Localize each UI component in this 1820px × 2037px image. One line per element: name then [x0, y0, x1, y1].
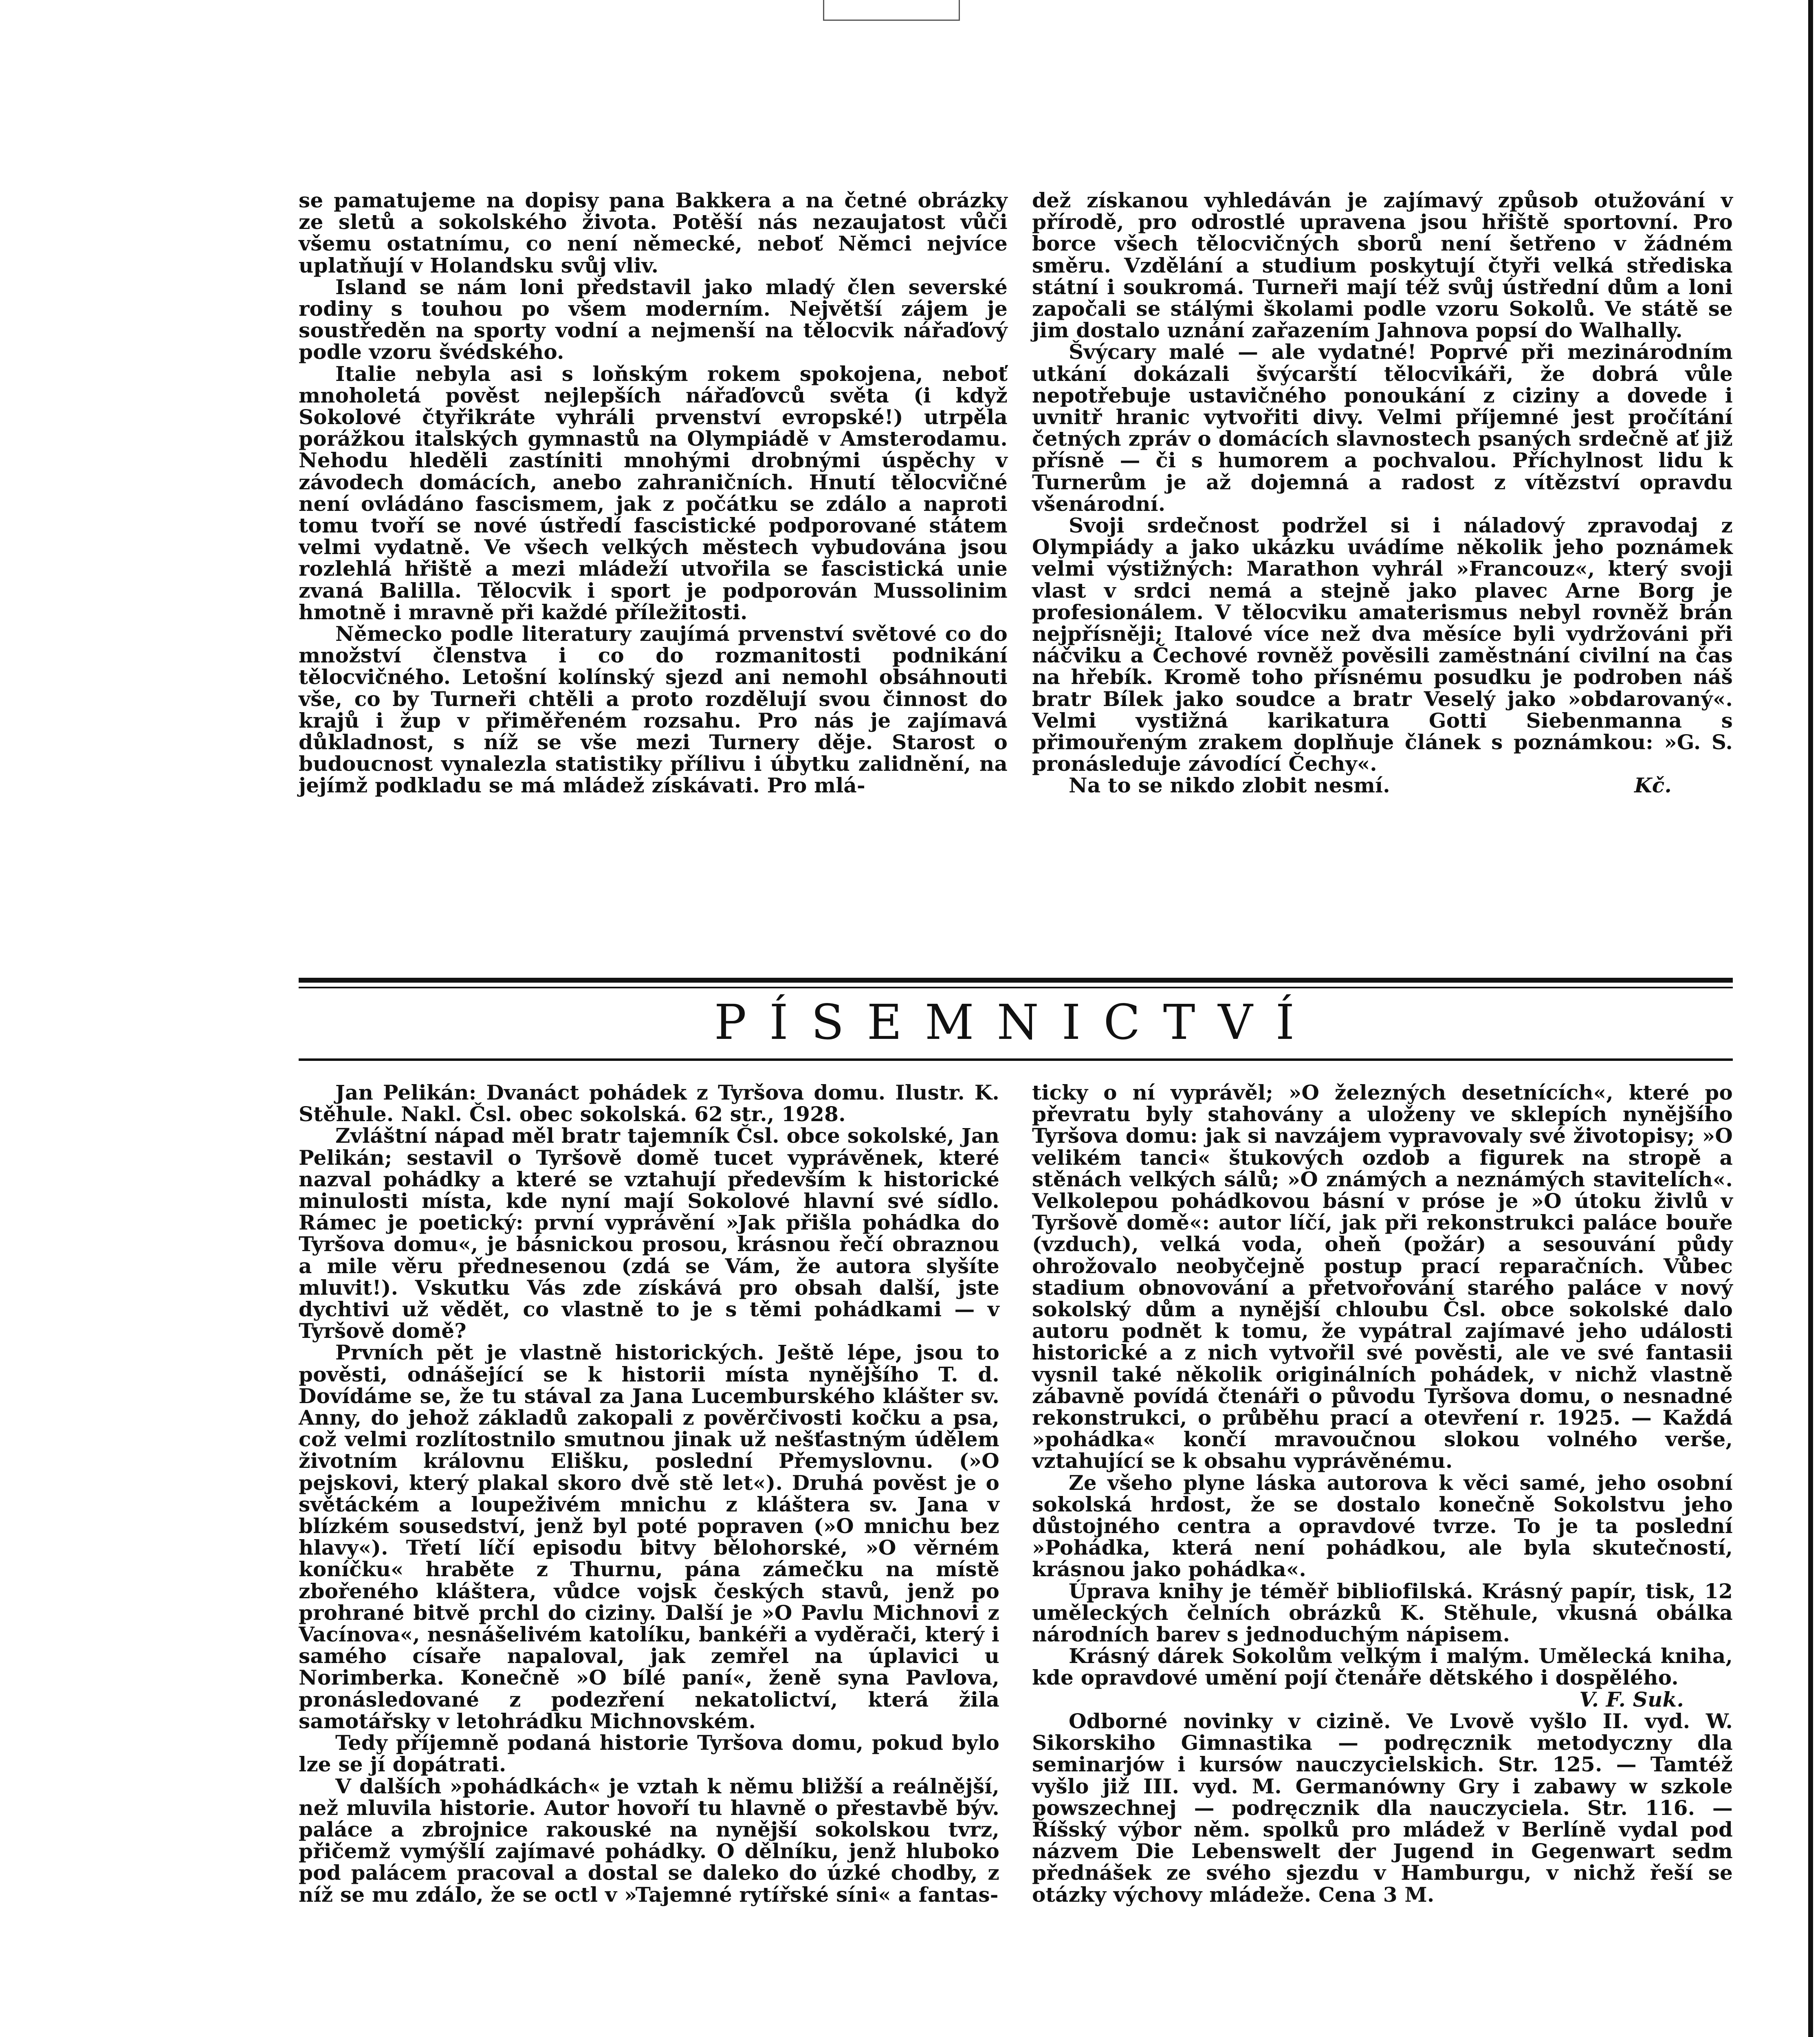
paragraph: Svoji srdečnost podržel si i náladový zpravodaj z Olympiády a jako ukázku uvádíme několik jeho poznámek velmi výstižných: Marathon vyhrál »Francouz«, který svoji vlast v srdci nemá a stejně jako plavec Arne Borg je profesionálem. V tělocviku amaterismus nebyl rovněž brán nejpřísněji; Italové více než dva měsíce byli vydržováni při náčviku a Čechové rovněž pověsili zaměstnání civilní na čas na hřebík. Kromě toho přísnému posudku je podroben náš bratr Bílek jako soudce a bratr Veselý jako »obdarovaný«. Velmi vystižná karikatura Gotti Siebenmanna s přimouřeným zrakem doplňuje článek s poznámkou: »G. S. pronásleduje závodící Čechy«. [1032, 513, 1733, 776]
top-left-column [299, 189, 1008, 796]
paragraph: Krásný dárek Sokolům velkým i malým. Umělecká kniha, kde opravdové umění pojí čtenáře dětského i dospělého. [1032, 1644, 1733, 1690]
review-signature: V. F. Suk. [1579, 1687, 1684, 1711]
bottom-right-column [1032, 1082, 1733, 1905]
paragraph-svycary: Švýcary malé — ale vydatné! Poprvé při mezinárodním utkání dokázali švýcarští tělocvikáři, že dobrá vůle nepotřebuje ustavičného ponoukání z ciziny a dovede i uvnitř hranic vytvořiti divy. Velmi příjemné jest pročítání četných zpráv o domácích slavnostech psaných srdečně ať již přísně — či s humorem a pochvalou. Příchylnost lidu k Turnerům je až dojemná a radost z vítězství opravdu všenárodní. [1032, 340, 1733, 516]
closing-line: Na to se nikdo zlobit nesmí. [1069, 773, 1390, 798]
author-signature: Kč. [1634, 773, 1672, 798]
paragraph-closing [1032, 774, 1733, 796]
page-border-right [1808, 0, 1813, 2037]
section-rule-bottom [299, 1058, 1733, 1061]
paragraph-nemecko: Německo podle literatury zaujímá prvenství světové co do množství členstva i co do rozmanitosti podnikání tělocvičného. Letošní kolínský sjezd ani nemohl obsáhnouti vše, co by Turneři chtěli a proto rozdělují svou činnost do krajů i žup v přiměřeném rozsahu. Pro nás je zajímavá důkladnost, s níž se vše mezi Turnery děje. Starost o budoucnost vynalezla statistiky přílivu i úbytku zalidnění, na jejímž podkladu se má mládež získávati. Pro mlá- [299, 622, 1008, 798]
paragraph: ticky o ní vyprávěl; »O železných desetnících«, které po převratu byly stahovány a uloženy ve sklepích nynějšího Tyršova domu: jak si navzájem vypravovaly své životopisy; »O velikém tanci« štukových ozdob a figurek na stropě a stěnách velkých sálů; »O známých a neznámých stavitelích«. Velkolepou pohádkovou básní v próse je »O útoku živlů v Tyršově domě«: autor líčí, jak při rekonstrukci paláce bouře (vzduch), velká voda, oheň (požár) a sesouvání půdy ohrožovalo neobyčejně postup prací reparačních. Vůbec stadium obnovování a přetvořování starého paláce v nový sokolský dům a nynější chloubu Čsl. obce sokolské dalo autoru podnět k tomu, že vypátral zajímavé jeho události historické a z nich vytvořil své pověsti, ale ve své fantasii vysnil také několik originálních pohádek, v nichž vlastně zábavně povídá čtenáři o původu Tyršova domu, o nesnadné rekonstrukci, o průběhu prací a otevření r. 1925. — Každá »pohádka« končí mravoučnou slokou volného verše, vztahující se k obsahu vyprávěnému. [1032, 1080, 1733, 1473]
page-top-mark [823, 0, 960, 21]
paragraph: Úprava knihy je téměř bibliofilská. Krásný papír, tisk, 12 uměleckých čelních obrázků K. Stěhule, vkusná obálka národních barev s jednoduchým nápisem. [1032, 1579, 1733, 1647]
paragraph: Tedy příjemně podaná historie Tyršova domu, pokud bylo lze se jí dopátrati. [299, 1731, 999, 1777]
bottom-left-column [299, 1082, 999, 1905]
paragraph: dež získanou vyhledáván je zajímavý způsob otužování v přírodě, pro odrostlé upravena jsou hřiště sportovní. Pro borce všech tělocvičných sborů není šetřeno v žádném směru. Vzdělání a studium poskytují čtyři velká střediska státní i soukromá. Turneři mají též svůj ústřední dům a loni započali se stálými školami podle vzoru Sokolů. Ve státě se jim dostalo uznání zařazením Jahnova popsí do Walhally. [1032, 188, 1733, 343]
paragraph-island: Island se nám loni představil jako mladý člen severské rodiny s touhou po všem moderním. Největší zájem je soustředěn na sporty vodní a nejmenší na tělocvik nářaďový podle vzoru švédského. [299, 275, 1008, 364]
paragraph: Prvních pět je vlastně historických. Ještě lépe, jsou to pověsti, odnášející se k historii místa nynějšího T. d. Dovídáme se, že tu stával za Jana Lucemburského klášter sv. Anny, do jehož základů zakopali z pověrčivosti kočku a psa, což velmi rozlítostnilo smutnou jinak už nešťastným údělem životním královnu Elišku, poslední Přemyslovnu. (»O pejskovi, který plakal skoro dvě stě let«). Druhá pověst je o světáckém a loupeživém mnichu z kláštera sv. Jana v blízkém sousedství, jenž byl poté popraven (»O mnichu bez hlavy«). Třetí líčí episodu bitvy bělohorské, »O věrném koníčku« hraběte z Thurnu, pána zámečku na místě zbořeného kláštera, vůdce vojsk českých stavů, jenž po prohrané bitvě prchl do ciziny. Další je »O Pavlu Michnovi z Vacínova«, nesnášelivém katolíku, bankéři a vyděrači, který i samého císaře napaloval, jak zemřel na úplavici u Norimberka. Konečně »O bílé paní«, ženě syna Pavlova, pronásledované z podezření nekatolictví, která žila samotářsky v letohrádku Michnovském. [299, 1340, 999, 1733]
paragraph-italie: Italie nebyla asi s loňským rokem spokojena, neboť mnoholetá pověst nejlepších nářaďovců světa (i když Sokolové čtyřikráte vyhráli prvenství evropské!) utrpěla porážkou italských gymnastů na Olympiádě v Amsterodamu. Nehodu hleděli zastíniti mnohými drobnými úspěchy v závodech domácích, anebo zahraničních. Hnutí tělocvičné není ovládáno fascismem, jak z počátku se zdálo a naproti tomu tvoří se nové ústředí fascistické podporované státem velmi vydatně. Ve všech velkých městech vybudována jsou rozlehlá hřiště a mezi mládeží utvořila se fascistická unie zvaná Balilla. Tělocvik i sport je podporován Mussolinim hmotně i mravně při každé příležitosti. [299, 361, 1008, 624]
paragraph: Zvláštní nápad měl bratr tajemník Čsl. obce sokolské, Jan Pelikán; sestavil o Tyršově domě tucet vyprávěnek, které nazval pohádky a které se vztahují především k historické minulosti místa, kde nyní mají Sokolové hlavní své sídlo. Rámec je poetický: první vyprávění »Jak přišla pohádka do Tyršova domu«, je básnickou prosou, krásnou řečí obraznou a mile věru přednesenou (zdá se Vám, že autora slyšíte mluvit!). Vskutku Vás zde získává pro obsah další, jste dychtivi už vědět, co vlastně to je s těmi pohádkami — v Tyršově domě? [299, 1124, 999, 1343]
book-citation: Jan Pelikán: Dvanáct pohádek z Tyršova domu. Ilustr. K. Stěhule. Nakl. Čsl. obec sokolská. 62 str., 1928. [299, 1080, 999, 1126]
paragraph-foreign-news: Odborné novinky v cizině. Ve Lvově vyšlo II. vyd. W. Sikorskiho Gimnastika — podręcznik metodyczny dla seminarjów i kursów nauczycielskich. Str. 125. — Tamtéž vyšlo již III. vyd. M. Germanówny Gry i zabawy w szkole powszechnej — podręcznik dla nauczyciela. Str. 116. — Říšský výbor něm. spolků pro mládež v Berlíně vydal pod názvem Die Lebenswelt der Jugend in Gegenwart sedm přednášek ze svého sjezdu v Hamburgu, v nichž řeší se otázky výchovy mládeže. Cena 3 M. [1032, 1709, 1733, 1907]
paragraph: V dalších »pohádkách« je vztah k němu bližší a reálnější, než mluvila historie. Autor hovoří tu hlavně o přestavbě býv. paláce a zbrojnice rakouské na nynější sokolskou tvrz, přičemž vymýšlí zajímavé pohádky. O dělníku, jenž hluboko pod palácem pracoval a dostal se daleko do úzké chodby, z níž se mu zdálo, že se octl v »Tajemné rytířské síni« a fantas- [299, 1774, 999, 1907]
section-rule-top [299, 978, 1733, 983]
paragraph: se pamatujeme na dopisy pana Bakkera a na četné obrázky ze sletů a sokolského života. Potěší nás nezaujatost vůči všemu ostatnímu, co není německé, neboť Němci nejvíce uplatňují v Holandsku svůj vliv. [299, 188, 1008, 277]
paragraph: Ze všeho plyne láska autorova k věci samé, jeho osobní sokolská hrdost, že se dostalo konečně Sokolstvu jeho důstojného centra a opravdové tvrze. To je ta poslední »Pohádka, která není pohádkou, ale byla skutečností, krásnou jako pohádka«. [1032, 1470, 1733, 1582]
section-title: PÍSEMNICTVÍ [714, 994, 1318, 1050]
section-rule-top-thin [299, 987, 1733, 988]
top-right-column [1032, 189, 1733, 796]
